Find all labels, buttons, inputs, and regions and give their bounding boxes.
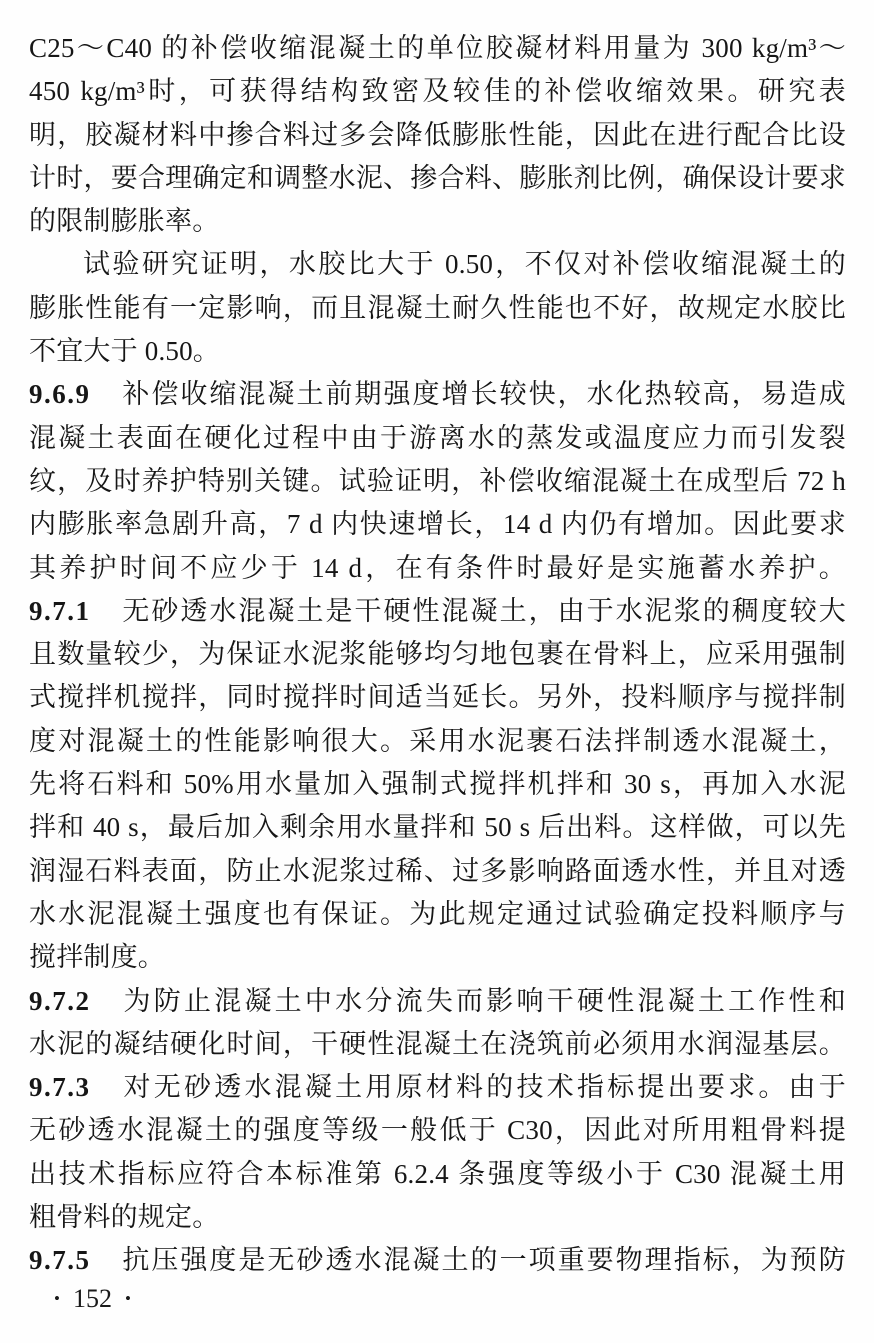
page-number-right-dot: • [124,1289,131,1308]
text-content [29,27,846,1283]
line-text: 为防止混凝土中水分流失而影响干硬性混凝土工作性和 [120,985,846,1016]
text-line [29,720,846,763]
line-text: 且数量较少，为保证水泥浆能够均匀地包裹在骨料上，应采用强制 [29,639,846,670]
clause-number: 9.7.5 [29,1245,91,1276]
line-text: 搅拌制度。 [29,942,165,973]
text-line [29,1066,846,1109]
text-line [29,936,846,979]
text-line [29,980,846,1023]
line-text: 对无砂透水混凝土用原材料的技术指标提出要求。由于 [120,1072,846,1103]
line-text: 明，胶凝材料中掺合料过多会降低膨胀性能，因此在进行配合比设 [29,119,846,150]
text-line [29,503,846,546]
line-text: 膨胀性能有一定影响，而且混凝土耐久性能也不好，故规定水胶比 [29,292,846,323]
text-line [29,114,846,157]
line-text: 粗骨料的规定。 [29,1202,220,1233]
line-text: 拌和 40 s，最后加入剩余用水量拌和 50 s 后出料。这样做，可以先 [29,812,846,843]
line-text: 水泥的凝结硬化时间，干硬性混凝土在浇筑前必须用水润湿基层。 [29,1028,846,1059]
text-line [29,417,846,460]
line-text: 的限制膨胀率。 [29,206,220,237]
text-line [29,676,846,719]
line-text: 补偿收缩混凝土前期强度增长较快，水化热较高，易造成 [120,379,846,410]
text-line [29,287,846,330]
line-text: 计时，要合理确定和调整水泥、掺合料、膨胀剂比例，确保设计要求 [29,162,846,193]
line-text: 抗压强度是无砂透水混凝土的一项重要物理指标，为预防 [120,1245,846,1276]
text-line [29,200,846,243]
clause-number: 9.6.9 [29,379,91,410]
line-text: 度对混凝土的性能影响很大。采用水泥裹石法拌制透水混凝土， [29,725,846,756]
line-text: 不宜大于 0.50。 [29,336,220,367]
text-line [29,633,846,676]
page-number [54,1284,131,1314]
line-text: 450 kg/m³时，可获得结构致密及较佳的补偿收缩效果。研究表 [29,76,846,107]
line-text: 出技术指标应符合本标准第 6.2.4 条强度等级小于 C30 混凝土用 [29,1158,846,1189]
page-number-value: 152 [72,1284,112,1313]
line-text: 无砂透水混凝土是干硬性混凝土，由于水泥浆的稠度较大 [120,595,846,626]
text-line [29,763,846,806]
clause-number: 9.7.3 [29,1072,91,1103]
text-line [29,1109,846,1152]
text-line [29,460,846,503]
line-text: 润湿石料表面，防止水泥浆过稀、过多影响路面透水性，并且对透 [29,855,846,886]
line-text: 式搅拌机搅拌，同时搅拌时间适当延长。另外，投料顺序与搅拌制 [29,682,846,713]
line-text: 无砂透水混凝土的强度等级一般低于 C30，因此对所用粗骨料提 [29,1115,846,1146]
line-text: 内膨胀率急剧升高，7 d 内快速增长，14 d 内仍有增加。因此要求 [29,509,846,540]
text-line [29,157,846,200]
text-line [29,590,846,633]
line-text: 其养护时间不应少于 14 d，在有条件时最好是实施蓄水养护。 [29,552,846,583]
text-line [29,1023,846,1066]
text-line [29,70,846,113]
line-text: 纹，及时养护特别关键。试验证明，补偿收缩混凝土在成型后 72 h [29,465,846,496]
text-line [29,806,846,849]
text-line [29,243,846,286]
text-line [29,1239,846,1282]
text-line [29,547,846,590]
clause-number: 9.7.1 [29,595,91,626]
text-line [29,27,846,70]
line-text: 水水泥混凝土强度也有保证。为此规定通过试验确定投料顺序与 [29,898,846,929]
line-text: 试验研究证明，水胶比大于 0.50，不仅对补偿收缩混凝土的 [83,249,846,280]
text-line [29,373,846,416]
line-text: 混凝土表面在硬化过程中由于游离水的蒸发或温度应力而引发裂 [29,422,846,453]
line-text: C25～C40 的补偿收缩混凝土的单位胶凝材料用量为 300 kg/m³～ [29,33,846,63]
text-line [29,1196,846,1239]
line-text: 先将石料和 50%用水量加入强制式搅拌机拌和 30 s，再加入水泥 [29,769,846,800]
text-line [29,1153,846,1196]
clause-number: 9.7.2 [29,985,91,1016]
text-line [29,330,846,373]
text-line [29,850,846,893]
text-line [29,893,846,936]
page-number-left-dot: • [54,1289,60,1308]
